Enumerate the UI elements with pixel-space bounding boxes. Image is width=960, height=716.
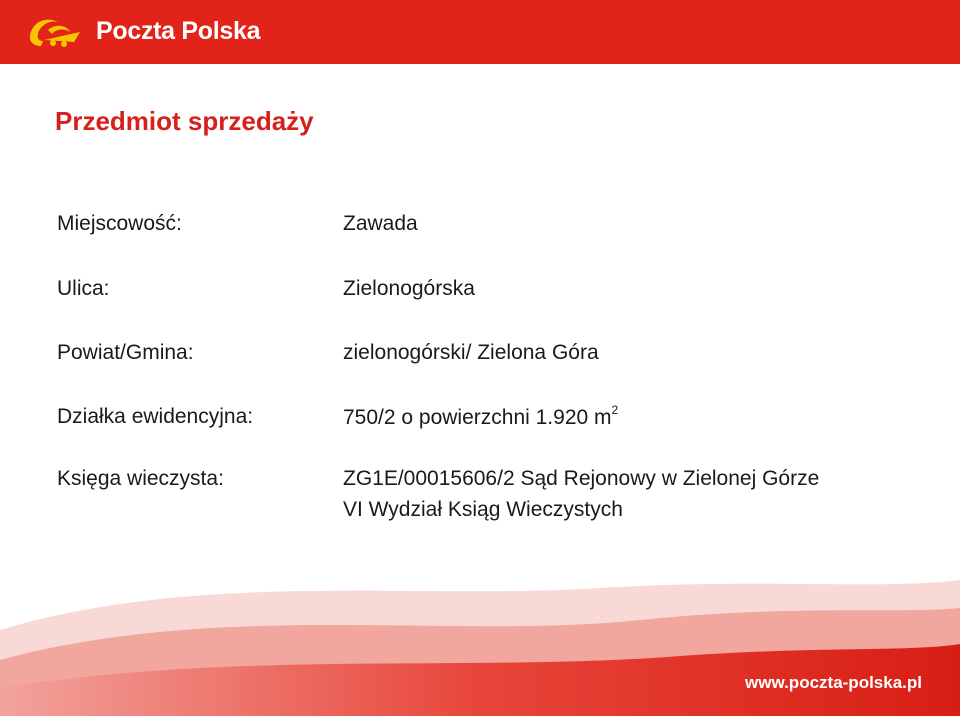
area-unit-superscript: 2	[611, 403, 619, 417]
header-bar	[0, 0, 960, 64]
label-street: Ulica:	[57, 277, 110, 300]
value-street: Zielonogórska	[343, 277, 475, 300]
value-locality: Zawada	[343, 212, 418, 235]
value-plot	[343, 405, 618, 430]
value-land-register-line1: ZG1E/00015606/2 Sąd Rejonowy w Zielonej Górze	[343, 467, 820, 490]
value-land-register-line2: VI Wydział Ksiąg Wieczystych	[343, 498, 623, 521]
label-land-register: Księga wieczysta:	[57, 467, 224, 490]
footer-website-link[interactable]: www.poczta-polska.pl	[745, 673, 922, 692]
brand-name: Poczta Polska	[96, 17, 261, 45]
poczta-polska-horn-logo-icon	[26, 10, 86, 54]
label-plot: Działka ewidencyjna:	[57, 405, 254, 428]
value-district: zielonogórski/ Zielona Góra	[343, 341, 599, 364]
label-locality: Miejscowość:	[57, 212, 182, 235]
page-title: Przedmiot sprzedaży	[55, 106, 314, 136]
label-district: Powiat/Gmina:	[57, 341, 194, 364]
plot-area-text: 750/2 o powierzchni 1.920 m	[343, 406, 612, 429]
